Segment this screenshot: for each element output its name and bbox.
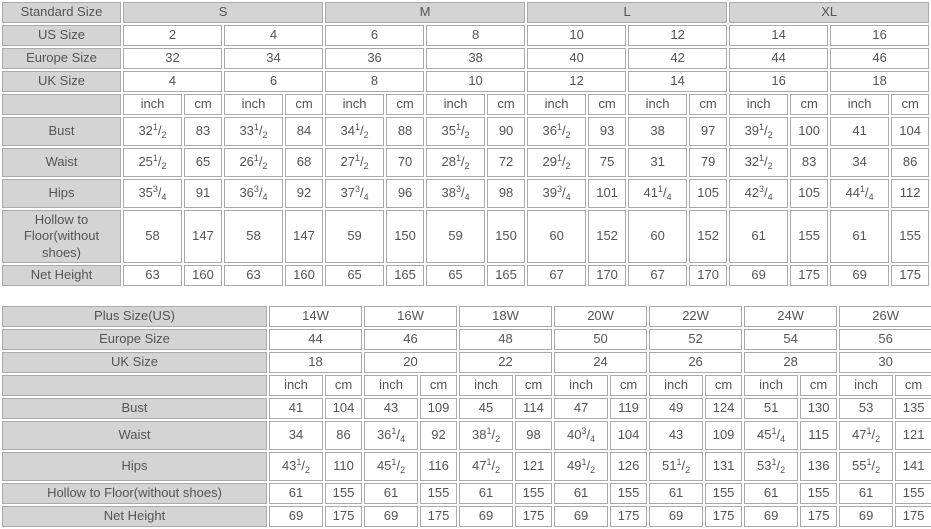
measure-value-cell: 69: [830, 265, 889, 286]
row-label: Waist: [2, 421, 267, 450]
size-value-cell: 2: [123, 25, 222, 46]
row-label: Net Height: [2, 265, 121, 286]
measure-value-cell: 58: [123, 210, 182, 263]
measure-row: [2, 265, 929, 286]
measure-value-cell: 69: [649, 506, 703, 527]
measure-value-cell: 100: [790, 117, 828, 146]
measure-value-cell: 170: [689, 265, 727, 286]
measure-value-cell: 96: [386, 179, 424, 208]
measure-value-cell: 116: [420, 452, 457, 481]
measure-value-cell: 69: [459, 506, 513, 527]
unit-header-cell: cm: [515, 375, 552, 396]
measure-value-cell: 41: [269, 398, 323, 419]
size-value-cell: 16: [729, 71, 828, 92]
unit-header-cell: inch: [744, 375, 798, 396]
size-value-cell: 54: [744, 329, 837, 350]
size-value-cell: 18: [269, 352, 362, 373]
size-value-cell: 30: [839, 352, 931, 373]
measure-value-cell: 175: [325, 506, 362, 527]
measure-value-cell: 65: [325, 265, 384, 286]
measure-value-cell: 86: [891, 148, 929, 177]
measure-value-cell: $26^1/_2$: [224, 148, 283, 177]
measure-value-cell: 88: [386, 117, 424, 146]
size-value-cell: 6: [325, 25, 424, 46]
unit-header-row: [2, 94, 929, 115]
measure-value-cell: 175: [790, 265, 828, 286]
unit-header-cell: inch: [729, 94, 788, 115]
unit-header-cell: inch: [426, 94, 485, 115]
row-label: Hollow to Floor(without shoes): [2, 210, 121, 263]
size-value-cell: 36: [325, 48, 424, 69]
measure-value-cell: 61: [839, 483, 893, 504]
unit-header-cell: inch: [839, 375, 893, 396]
size-row: [2, 71, 929, 92]
measure-value-cell: 175: [800, 506, 837, 527]
measure-value-cell: 67: [628, 265, 687, 286]
measure-value-cell: $51^1/_2$: [649, 452, 703, 481]
measure-value-cell: 83: [790, 148, 828, 177]
measure-value-cell: 155: [420, 483, 457, 504]
measure-value-cell: $27^1/_2$: [325, 148, 384, 177]
size-value-cell: 34: [224, 48, 323, 69]
measure-value-cell: 112: [891, 179, 929, 208]
size-value-cell: 4: [123, 71, 222, 92]
measure-value-cell: 150: [386, 210, 424, 263]
unit-header-cell: inch: [830, 94, 889, 115]
measure-value-cell: $40^3/_4$: [554, 421, 608, 450]
measure-value-cell: $55^1/_2$: [839, 452, 893, 481]
measure-value-cell: 69: [729, 265, 788, 286]
measure-value-cell: 59: [325, 210, 384, 263]
size-value-cell: 44: [269, 329, 362, 350]
size-value-cell: 44: [729, 48, 828, 69]
measure-value-cell: $35^1/_2$: [426, 117, 485, 146]
measure-value-cell: 69: [554, 506, 608, 527]
size-value-cell: 24W: [744, 306, 837, 327]
measure-value-cell: $45^1/_4$: [744, 421, 798, 450]
measure-value-cell: 147: [285, 210, 323, 263]
measure-value-cell: 155: [891, 210, 929, 263]
unit-header-cell: cm: [325, 375, 362, 396]
unit-header-cell: inch: [649, 375, 703, 396]
measure-value-cell: 104: [610, 421, 647, 450]
unit-header-cell: cm: [285, 94, 323, 115]
size-value-cell: 26: [649, 352, 742, 373]
size-value-cell: 12: [527, 71, 626, 92]
measure-value-cell: 135: [895, 398, 931, 419]
measure-value-cell: 175: [895, 506, 931, 527]
unit-header-row: [2, 375, 931, 396]
measure-value-cell: 84: [285, 117, 323, 146]
label-col-header: Standard Size: [2, 2, 121, 23]
row-label: Bust: [2, 117, 121, 146]
unit-header-cell: cm: [487, 94, 525, 115]
measure-value-cell: 97: [689, 117, 727, 146]
measure-value-cell: 92: [420, 421, 457, 450]
unit-header-cell: cm: [420, 375, 457, 396]
measure-row: [2, 117, 929, 146]
unit-header-cell: inch: [628, 94, 687, 115]
measure-value-cell: 150: [487, 210, 525, 263]
size-value-cell: 20W: [554, 306, 647, 327]
measure-value-cell: $28^1/_2$: [426, 148, 485, 177]
measure-value-cell: 98: [487, 179, 525, 208]
measure-value-cell: 86: [325, 421, 362, 450]
row-label: US Size: [2, 25, 121, 46]
row-label: Hips: [2, 452, 267, 481]
measure-value-cell: $36^1/_4$: [364, 421, 418, 450]
unit-header-cell: cm: [800, 375, 837, 396]
measure-value-cell: 119: [610, 398, 647, 419]
unit-header-cell: inch: [554, 375, 608, 396]
unit-row-label-spacer: [2, 375, 267, 396]
measure-value-cell: 31: [628, 148, 687, 177]
row-label: Bust: [2, 398, 267, 419]
unit-header-cell: cm: [610, 375, 647, 396]
measure-value-cell: 63: [224, 265, 283, 286]
measure-value-cell: 147: [184, 210, 222, 263]
row-label: UK Size: [2, 352, 267, 373]
unit-header-cell: cm: [705, 375, 742, 396]
measure-value-cell: 152: [689, 210, 727, 263]
measure-value-cell: $36^1/_2$: [527, 117, 586, 146]
measure-value-cell: 75: [588, 148, 626, 177]
measure-value-cell: 65: [426, 265, 485, 286]
measure-value-cell: 59: [426, 210, 485, 263]
measure-value-cell: $39^3/_4$: [527, 179, 586, 208]
measure-value-cell: 104: [891, 117, 929, 146]
plus-size-table: [0, 304, 931, 529]
size-value-cell: 14W: [269, 306, 362, 327]
measure-value-cell: 69: [839, 506, 893, 527]
size-value-cell: 6: [224, 71, 323, 92]
measure-value-cell: 110: [325, 452, 362, 481]
measure-value-cell: 109: [705, 421, 742, 450]
size-value-cell: 38: [426, 48, 525, 69]
measure-value-cell: 155: [325, 483, 362, 504]
size-value-cell: 18: [830, 71, 929, 92]
measure-value-cell: 51: [744, 398, 798, 419]
measure-value-cell: 93: [588, 117, 626, 146]
size-value-cell: 22W: [649, 306, 742, 327]
measure-value-cell: 61: [269, 483, 323, 504]
measure-value-cell: $33^1/_2$: [224, 117, 283, 146]
measure-value-cell: $44^1/_4$: [830, 179, 889, 208]
size-group-row: [2, 2, 929, 23]
size-value-cell: 46: [830, 48, 929, 69]
size-group-cell: L: [527, 2, 727, 23]
measure-value-cell: 109: [420, 398, 457, 419]
measure-value-cell: $35^3/_4$: [123, 179, 182, 208]
row-label: Waist: [2, 148, 121, 177]
measure-value-cell: $49^1/_2$: [554, 452, 608, 481]
row-label: Hollow to Floor(without shoes): [2, 483, 267, 504]
unit-header-cell: cm: [689, 94, 727, 115]
measure-value-cell: 58: [224, 210, 283, 263]
measure-value-cell: 175: [610, 506, 647, 527]
measure-value-cell: 61: [729, 210, 788, 263]
unit-header-cell: inch: [123, 94, 182, 115]
size-value-cell: 16W: [364, 306, 457, 327]
measure-value-cell: $29^1/_2$: [527, 148, 586, 177]
measure-value-cell: 61: [459, 483, 513, 504]
row-label: Net Height: [2, 506, 267, 527]
size-value-cell: 26W: [839, 306, 931, 327]
measure-value-cell: $45^1/_2$: [364, 452, 418, 481]
size-value-cell: 10: [527, 25, 626, 46]
measure-value-cell: 60: [527, 210, 586, 263]
measure-value-cell: 155: [610, 483, 647, 504]
size-value-cell: 28: [744, 352, 837, 373]
measure-value-cell: 101: [588, 179, 626, 208]
unit-header-cell: inch: [325, 94, 384, 115]
row-label: Europe Size: [2, 329, 267, 350]
measure-row: [2, 506, 931, 527]
measure-value-cell: 47: [554, 398, 608, 419]
size-value-cell: 14: [628, 71, 727, 92]
measure-value-cell: 155: [515, 483, 552, 504]
measure-value-cell: 130: [800, 398, 837, 419]
measure-value-cell: 115: [800, 421, 837, 450]
measure-value-cell: 92: [285, 179, 323, 208]
measure-row: [2, 148, 929, 177]
unit-header-cell: inch: [269, 375, 323, 396]
measure-value-cell: 160: [285, 265, 323, 286]
size-value-cell: 32: [123, 48, 222, 69]
measure-value-cell: 165: [386, 265, 424, 286]
measure-value-cell: 43: [649, 421, 703, 450]
measure-value-cell: $32^1/_2$: [729, 148, 788, 177]
size-value-cell: 48: [459, 329, 552, 350]
measure-value-cell: 53: [839, 398, 893, 419]
measure-value-cell: 69: [364, 506, 418, 527]
measure-value-cell: 175: [420, 506, 457, 527]
measure-value-cell: 60: [628, 210, 687, 263]
measure-value-cell: 175: [515, 506, 552, 527]
measure-value-cell: 126: [610, 452, 647, 481]
measure-row: [2, 483, 931, 504]
unit-header-cell: cm: [895, 375, 931, 396]
measure-value-cell: 45: [459, 398, 513, 419]
measure-value-cell: $39^1/_2$: [729, 117, 788, 146]
measure-value-cell: $36^3/_4$: [224, 179, 283, 208]
measure-row: [2, 398, 931, 419]
size-group-cell: S: [123, 2, 323, 23]
measure-value-cell: 34: [830, 148, 889, 177]
measure-value-cell: $38^3/_4$: [426, 179, 485, 208]
size-value-cell: 52: [649, 329, 742, 350]
measure-value-cell: 90: [487, 117, 525, 146]
measure-value-cell: $41^1/_4$: [628, 179, 687, 208]
measure-value-cell: $47^1/_2$: [459, 452, 513, 481]
size-value-cell: 24: [554, 352, 647, 373]
measure-value-cell: 63: [123, 265, 182, 286]
size-value-cell: 8: [426, 25, 525, 46]
measure-value-cell: $47^1/_2$: [839, 421, 893, 450]
size-value-cell: 22: [459, 352, 552, 373]
measure-value-cell: 83: [184, 117, 222, 146]
size-value-cell: 46: [364, 329, 457, 350]
size-value-cell: 40: [527, 48, 626, 69]
measure-value-cell: 61: [649, 483, 703, 504]
size-value-cell: 14: [729, 25, 828, 46]
measure-value-cell: 70: [386, 148, 424, 177]
measure-value-cell: $42^3/_4$: [729, 179, 788, 208]
measure-value-cell: $34^1/_2$: [325, 117, 384, 146]
measure-value-cell: 105: [689, 179, 727, 208]
measure-value-cell: 175: [705, 506, 742, 527]
unit-header-cell: inch: [527, 94, 586, 115]
size-value-cell: 18W: [459, 306, 552, 327]
size-row: [2, 48, 929, 69]
measure-value-cell: 175: [891, 265, 929, 286]
measure-value-cell: 72: [487, 148, 525, 177]
measure-value-cell: 155: [800, 483, 837, 504]
size-value-cell: 12: [628, 25, 727, 46]
size-value-cell: 8: [325, 71, 424, 92]
size-value-cell: 50: [554, 329, 647, 350]
measure-value-cell: 61: [744, 483, 798, 504]
size-value-cell: 42: [628, 48, 727, 69]
measure-value-cell: 136: [800, 452, 837, 481]
measure-row: [2, 210, 929, 263]
unit-header-cell: cm: [588, 94, 626, 115]
size-row: [2, 306, 931, 327]
unit-header-cell: cm: [386, 94, 424, 115]
measure-value-cell: 38: [628, 117, 687, 146]
measure-value-cell: 61: [364, 483, 418, 504]
unit-header-cell: cm: [790, 94, 828, 115]
unit-header-cell: cm: [891, 94, 929, 115]
measure-value-cell: 114: [515, 398, 552, 419]
measure-value-cell: 61: [830, 210, 889, 263]
measure-value-cell: 121: [895, 421, 931, 450]
unit-header-cell: inch: [459, 375, 513, 396]
measure-value-cell: $53^1/_2$: [744, 452, 798, 481]
measure-value-cell: 104: [325, 398, 362, 419]
size-group-cell: XL: [729, 2, 929, 23]
measure-value-cell: 41: [830, 117, 889, 146]
measure-value-cell: $25^1/_2$: [123, 148, 182, 177]
measure-value-cell: 43: [364, 398, 418, 419]
measure-row: [2, 421, 931, 450]
row-label: Europe Size: [2, 48, 121, 69]
measure-value-cell: 98: [515, 421, 552, 450]
measure-value-cell: 131: [705, 452, 742, 481]
unit-row-label-spacer: [2, 94, 121, 115]
size-row: [2, 25, 929, 46]
measure-value-cell: 91: [184, 179, 222, 208]
size-group-cell: M: [325, 2, 525, 23]
measure-value-cell: $32^1/_2$: [123, 117, 182, 146]
measure-value-cell: 152: [588, 210, 626, 263]
measure-value-cell: 69: [744, 506, 798, 527]
size-value-cell: 4: [224, 25, 323, 46]
row-label: UK Size: [2, 71, 121, 92]
size-value-cell: 20: [364, 352, 457, 373]
measure-value-cell: 67: [527, 265, 586, 286]
measure-value-cell: 170: [588, 265, 626, 286]
size-row: [2, 329, 931, 350]
measure-value-cell: 141: [895, 452, 931, 481]
measure-value-cell: $43^1/_2$: [269, 452, 323, 481]
row-label: Plus Size(US): [2, 306, 267, 327]
measure-value-cell: 121: [515, 452, 552, 481]
measure-value-cell: 155: [895, 483, 931, 504]
measure-value-cell: 34: [269, 421, 323, 450]
size-row: [2, 352, 931, 373]
unit-header-cell: inch: [364, 375, 418, 396]
measure-value-cell: 65: [184, 148, 222, 177]
measure-row: [2, 452, 931, 481]
measure-row: [2, 179, 929, 208]
row-label: Hips: [2, 179, 121, 208]
measure-value-cell: $38^1/_2$: [459, 421, 513, 450]
measure-value-cell: 155: [790, 210, 828, 263]
measure-value-cell: 124: [705, 398, 742, 419]
unit-header-cell: inch: [224, 94, 283, 115]
size-value-cell: 10: [426, 71, 525, 92]
measure-value-cell: 49: [649, 398, 703, 419]
measure-value-cell: 160: [184, 265, 222, 286]
measure-value-cell: 155: [705, 483, 742, 504]
measure-value-cell: 79: [689, 148, 727, 177]
measure-value-cell: 165: [487, 265, 525, 286]
measure-value-cell: 69: [269, 506, 323, 527]
size-value-cell: 16: [830, 25, 929, 46]
measure-value-cell: 61: [554, 483, 608, 504]
unit-header-cell: cm: [184, 94, 222, 115]
measure-value-cell: 68: [285, 148, 323, 177]
size-value-cell: 56: [839, 329, 931, 350]
measure-value-cell: $37^3/_4$: [325, 179, 384, 208]
measure-value-cell: 105: [790, 179, 828, 208]
